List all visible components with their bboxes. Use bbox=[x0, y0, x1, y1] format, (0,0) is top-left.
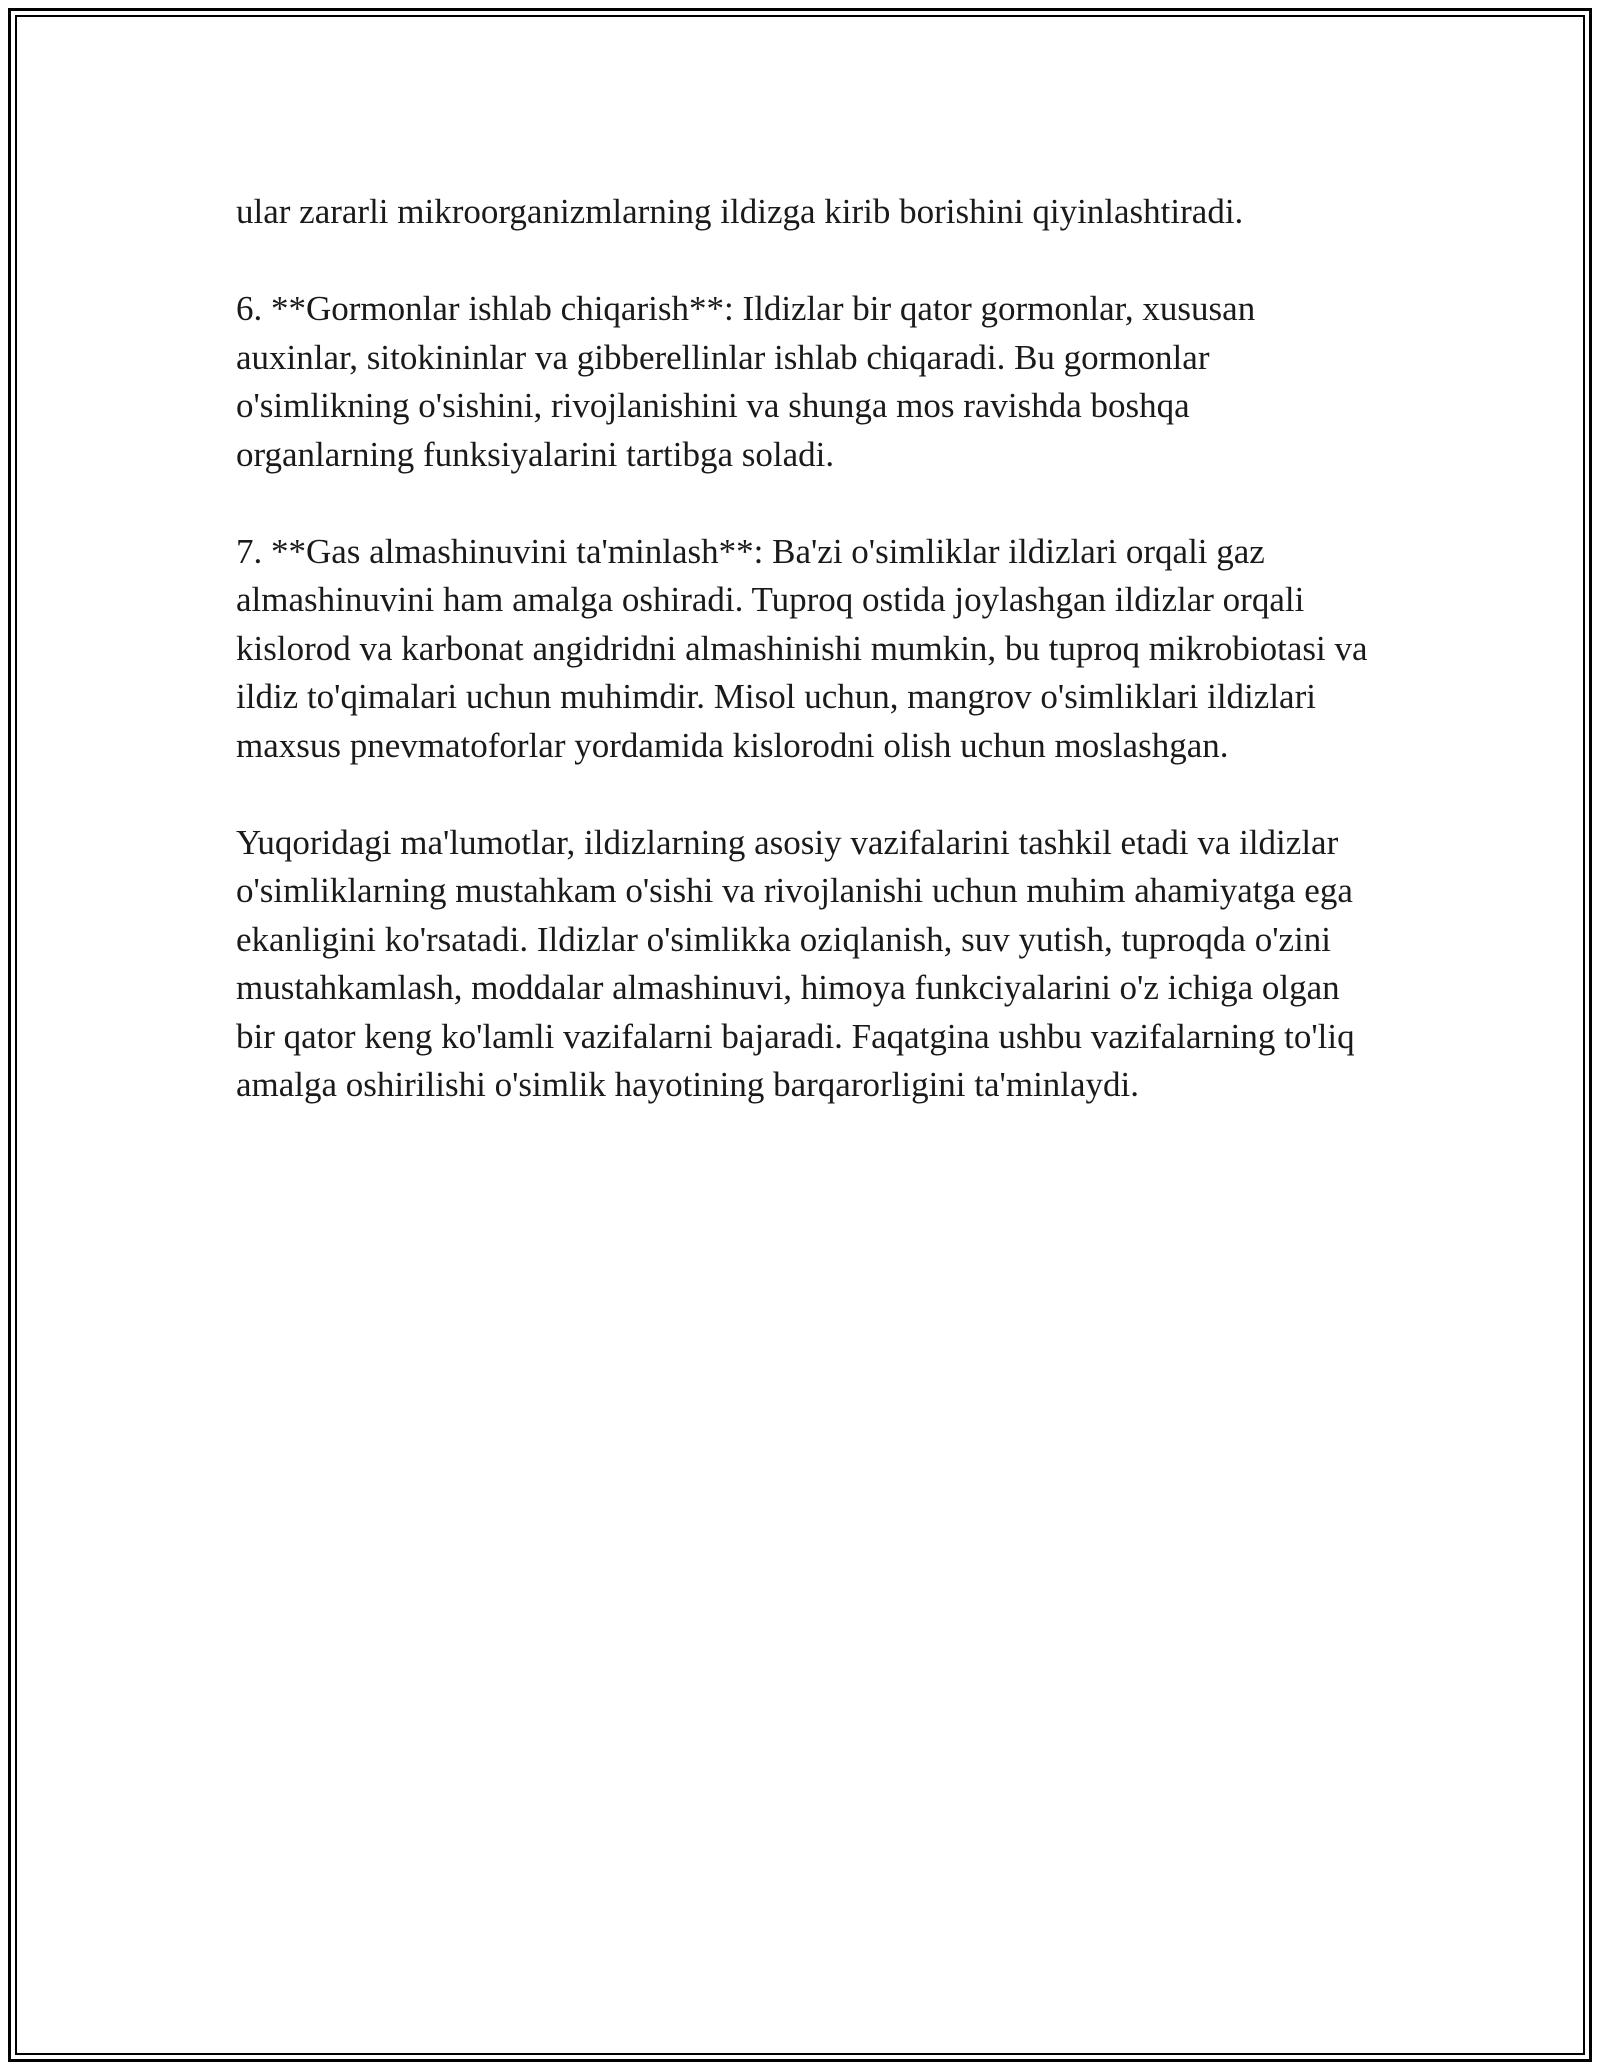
paragraph-continuation: ular zararli mikroorganizmlarning ildizga kirib borishini qiyinlashtiradi. bbox=[236, 192, 1244, 231]
paragraph-gas-exchange: 7. **Gas almashinuvini ta'minlash**: Ba'zi o'simliklar ildizlari orqali gaz almashinuvini ham amalga oshiradi. Tuproq ostida joylashgan ildizlar orqali kislorod va karbonat angidridni almashinishi mumkin, bu tuproq mikrobiotasi va ildiz to'qimalari uchun muhimdir. Misol uchun, mangrov o'simliklari ildizlari maxsus pnevmatoforlar yordamida kislorodni olish uchun moslashgan. bbox=[236, 531, 1368, 765]
paragraph-summary: Yuqoridagi ma'lumotlar, ildizlarning asosiy vazifalarini tashkil etadi va ildizlar o'simliklarning mustahkam o'sishi va rivojlanishi uchun muhim ahamiyatga ega ekanligini ko'rsatadi. Ildizlar o'simlikka oziqlanish, suv yutish, tuproqda o'zini mustahkamlash, moddalar almashinuvi, himoya funkciyalarini o'z ichiga olgan bir qator keng ko'lamli vazifalarni bajaradi. Faqatgina ushbu vazifalarning to'liq amalga oshirilishi o'simlik hayotining barqarorligini ta'minlaydi. bbox=[236, 822, 1355, 1104]
document-body bbox=[236, 188, 1376, 1158]
paragraph-hormones: 6. **Gormonlar ishlab chiqarish**: Ildizlar bir qator gormonlar, xususan auxinlar, sitokininlar va gibberellinlar ishlab chiqaradi. Bu gormonlar o'simlikning o'sishini, rivojlanishini va shunga mos ravishda boshqa organlarning funksiyalarini tartibga soladi. bbox=[236, 289, 1256, 474]
